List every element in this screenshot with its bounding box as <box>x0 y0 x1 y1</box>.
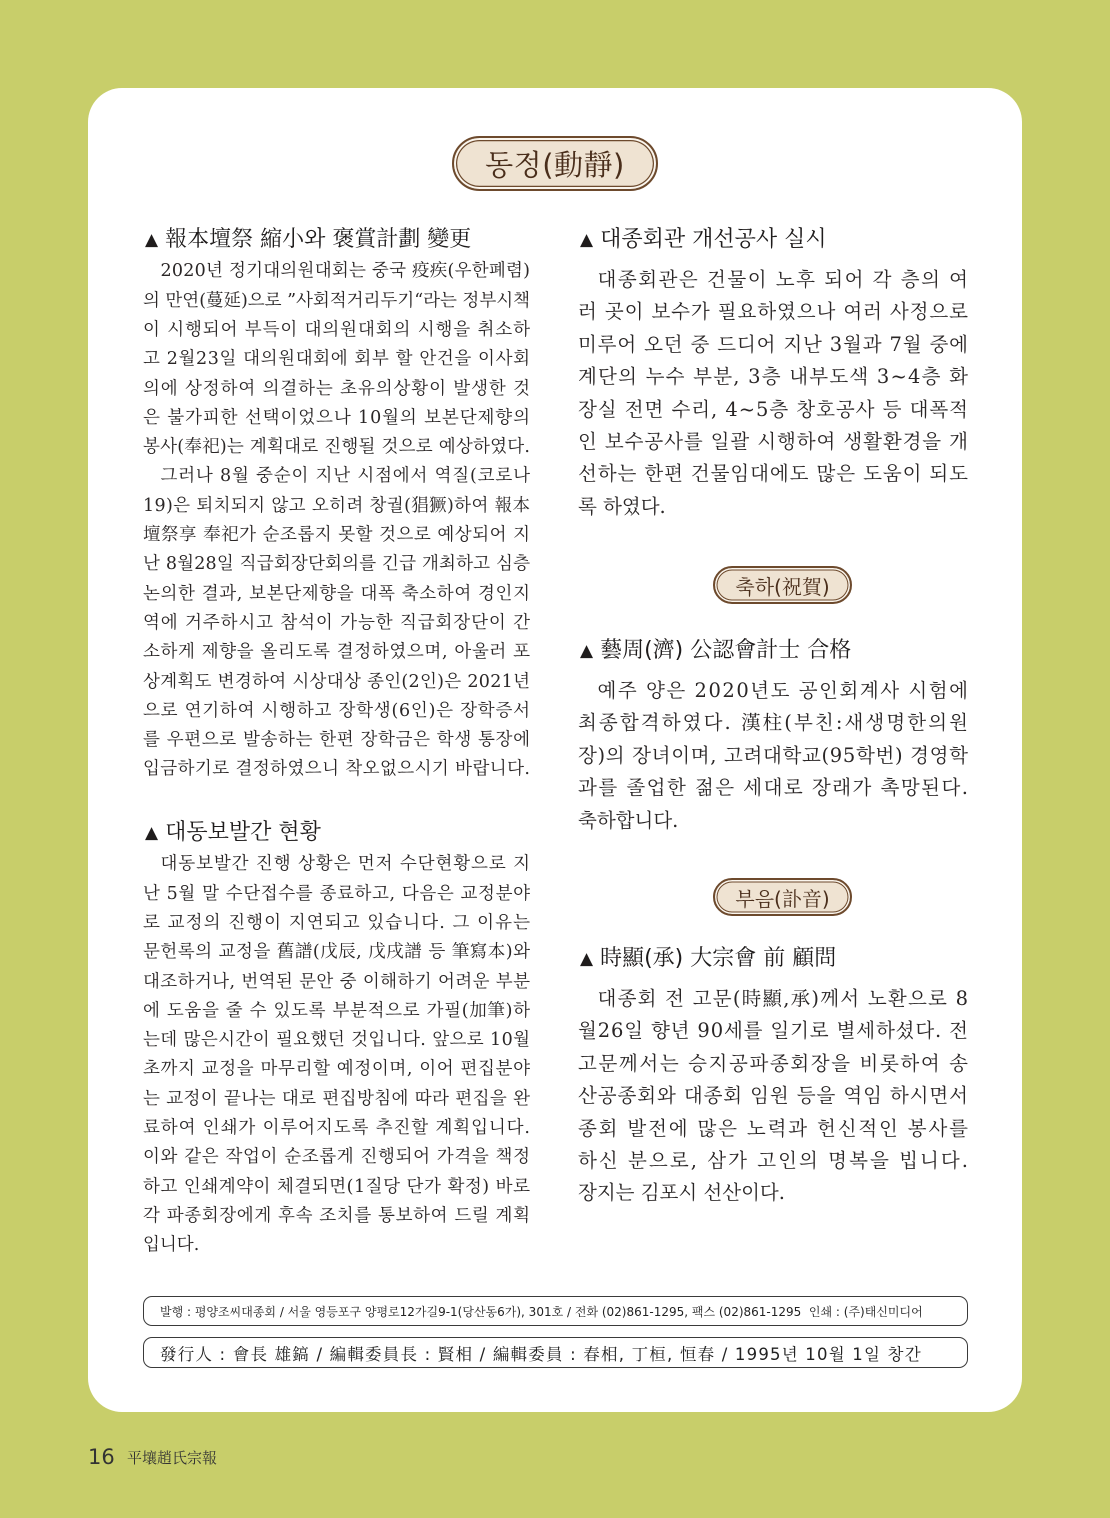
text-line: 입금하기로 결정하였으니 착오없으시기 바랍니다. <box>143 759 531 780</box>
text-line: 종회 발전에 많은 노력과 헌신적인 봉사를 <box>578 1116 970 1140</box>
text-line: 미루어 오던 중 드디어 지난 3월과 7월 중에 <box>578 332 969 356</box>
text-line: 이와 같은 작업이 순조롭게 진행되어 가격을 책정 <box>143 1147 531 1168</box>
triangle-bullet-icon: ▲ <box>145 823 159 843</box>
article-heading <box>578 637 968 665</box>
text-line: 논의한 결과, 보본단제향을 대폭 축소하여 경인지 <box>143 583 531 604</box>
text-line: 초까지 교정을 마무리할 예정이며, 이어 편집분야 <box>143 1059 531 1080</box>
text-line: 료하여 인쇄가 이루어지도록 추진할 계획입니다. <box>143 1118 531 1139</box>
text-line: 소하게 제향을 올리도록 결정하였으며, 아울러 포 <box>143 642 531 663</box>
text-line: 예주 양은 2020년도 공인회계사 시험에 <box>597 679 970 702</box>
text-line: 록 하였다. <box>578 494 666 518</box>
text-line: 壇祭享 奉祀가 순조롭지 못할 것으로 예상되어 지 <box>143 525 531 546</box>
text-line: 역에 거주하시고 참석이 가능한 직급회장단이 간 <box>143 612 531 633</box>
text-line: 인 보수공사를 일괄 시행하여 생활환경을 개 <box>578 430 969 454</box>
heading-text: 藝周(濟) 公認會計士 合格 <box>600 638 852 663</box>
heading-text: 時顯(承) 大宗會 前 顧問 <box>600 946 837 971</box>
triangle-bullet-icon: ▲ <box>580 949 594 969</box>
category-label-congratulations: 축하(祝賀) <box>713 566 852 604</box>
text-line: 문헌록의 교정을 舊譜(戊辰, 戊戌譜 등 筆寫本)와 <box>143 942 531 963</box>
article-body <box>143 850 530 1260</box>
text-line: 계단의 누수 부분, 3층 내부도색 3~4층 화 <box>578 365 970 389</box>
article-genealogy-publication <box>143 819 530 1261</box>
text-line: 이 시행되어 부득이 대의원대회의 시행을 취소하 <box>143 319 531 340</box>
triangle-bullet-icon: ▲ <box>580 230 594 250</box>
article-body <box>578 983 971 1210</box>
text-line: 월26일 향년 90세를 일기로 별세하셨다. 전 <box>578 1019 969 1043</box>
section-title: 동정(動靜) <box>452 136 658 191</box>
text-line: 장지는 김포시 선산이다. <box>578 1181 785 1205</box>
publisher-info: 발행 : 평양조씨대종회 / 서울 영등포구 양평로12가길9-1(당산동6가), 301호 / 전화 (02)861-1295, 팩스 (02)861-1295 인쇄 : (주)태신미디어 <box>160 1304 923 1319</box>
text-line: 하신 분으로, 삼가 고인의 명복을 빕니다. <box>578 1149 971 1173</box>
text-line: 러 곳이 보수가 필요하였으나 여러 사정으로 <box>578 300 969 324</box>
text-line: 의 만연(蔓延)으로 ”사회적거리두기“라는 정부시책 <box>143 290 530 311</box>
text-line: 장실 전면 수리, 4~5층 창호공사 등 대폭적 <box>578 397 969 421</box>
text-line: 상계획도 변경하여 시상대상 종인(2인)은 2021년 <box>143 671 531 692</box>
article-body <box>578 675 971 837</box>
article-memorial-rite-change <box>143 226 530 785</box>
text-line: 각 파종회장에게 후속 조치를 통보하여 드릴 계획 <box>143 1205 531 1226</box>
text-line: 하고 인쇄계약이 체결되면(1질당 단가 확정) 바로 <box>143 1176 531 1197</box>
text-line: 는데 많은시간이 필요했던 것입니다. 앞으로 10월 <box>143 1030 531 1051</box>
text-line: 산공종회와 대종회 임원 등을 역임 하시면서 <box>578 1084 969 1108</box>
text-line: 2020년 정기대의원대회는 중국 疫疾(우한폐렴) <box>160 261 531 282</box>
text-line: 입니다. <box>143 1235 200 1256</box>
text-line: 대종회 전 고문(時顯,承)께서 노환으로 8 <box>597 987 970 1010</box>
text-line: 19)은 퇴치되지 않고 오히려 창궐(猖獗)하여 報本 <box>143 495 531 516</box>
triangle-bullet-icon: ▲ <box>580 641 594 661</box>
triangle-bullet-icon: ▲ <box>145 230 159 250</box>
text-line: 축하합니다. <box>578 808 679 832</box>
text-line: 장)의 장녀이며, 고려대학교(95학번) 경영학 <box>578 743 969 767</box>
text-line: 로 교정의 진행이 지연되고 있습니다. 그 이유는 <box>143 912 532 933</box>
text-line: 과를 졸업한 젊은 세대로 장래가 촉망된다. <box>578 776 970 800</box>
text-line: 선하는 한편 건물임대에도 많은 도움이 되도 <box>578 462 969 486</box>
text-line: 그러나 8월 중순이 지난 시점에서 역질(코로나 <box>160 466 531 487</box>
text-line: 는 교정이 끝나는 대로 편집방침에 따라 편집을 완 <box>143 1088 531 1109</box>
article-body <box>143 257 530 784</box>
editorial-staff-info: 發行人 : 會長 雄鎬 / 編輯委員長 : 賢相 / 編輯委員 : 春相, 丁桓, 恒春 / 1995년 10월 1일 창간 <box>160 1344 922 1364</box>
article-obituary <box>578 945 971 1210</box>
text-line: 난 8월28일 직급회장단회의를 긴급 개최하고 심층 <box>143 554 531 575</box>
article-cpa-pass <box>578 637 971 837</box>
article-building-repair <box>578 226 968 523</box>
article-heading <box>143 226 530 254</box>
heading-text: 報本壇祭 縮小와 褒賞計劃 變更 <box>165 227 472 252</box>
article-heading <box>578 226 968 254</box>
text-line: 고문께서는 승지공파종회장을 비롯하여 송 <box>578 1051 970 1075</box>
editorial-staff-box <box>143 1337 968 1368</box>
text-line: 은 불가피한 선택이었으나 10월의 보본단제향의 <box>143 407 531 428</box>
text-line: 난 5월 말 수단접수를 종료하고, 다음은 교정분야 <box>143 883 531 904</box>
text-line: 의에 상정하여 의결하는 초유의상황이 발생한 것 <box>143 378 531 399</box>
text-line: 고 2월23일 대의원대회에 회부 할 안건을 이사회 <box>143 349 531 370</box>
text-line: 대조하거나, 번역된 문안 중 이해하기 어려운 부분 <box>143 971 531 992</box>
publisher-info-box <box>143 1296 968 1326</box>
text-line: 를 우편으로 발송하는 한편 장학금은 학생 통장에 <box>143 730 531 751</box>
text-line: 에 도움을 줄 수 있도록 부분적으로 가필(加筆)하 <box>143 1000 531 1021</box>
heading-text: 대동보발간 현황 <box>165 820 321 845</box>
publication-name: 平壤趙氏宗報 <box>127 1449 218 1467</box>
text-line: 대동보발간 진행 상황은 먼저 수단현황으로 지 <box>160 854 531 875</box>
page-number: 16 <box>88 1445 115 1469</box>
article-body <box>578 264 968 523</box>
text-line: 봉사(奉祀)는 계획대로 진행될 것으로 예상하였다. <box>143 437 531 458</box>
article-heading <box>143 819 530 847</box>
article-heading <box>578 945 968 973</box>
category-label-obituary: 부음(訃音) <box>713 878 852 916</box>
text-line: 대종회관은 건물이 노후 되어 각 층의 여 <box>597 268 970 291</box>
text-line: 으로 연기하여 시행하고 장학생(6인)은 장학증서 <box>143 700 531 721</box>
text-line: 최종합격하였다. 漢柱(부친:새생명한의원 <box>578 711 971 735</box>
heading-text: 대종회관 개선공사 실시 <box>600 227 827 252</box>
